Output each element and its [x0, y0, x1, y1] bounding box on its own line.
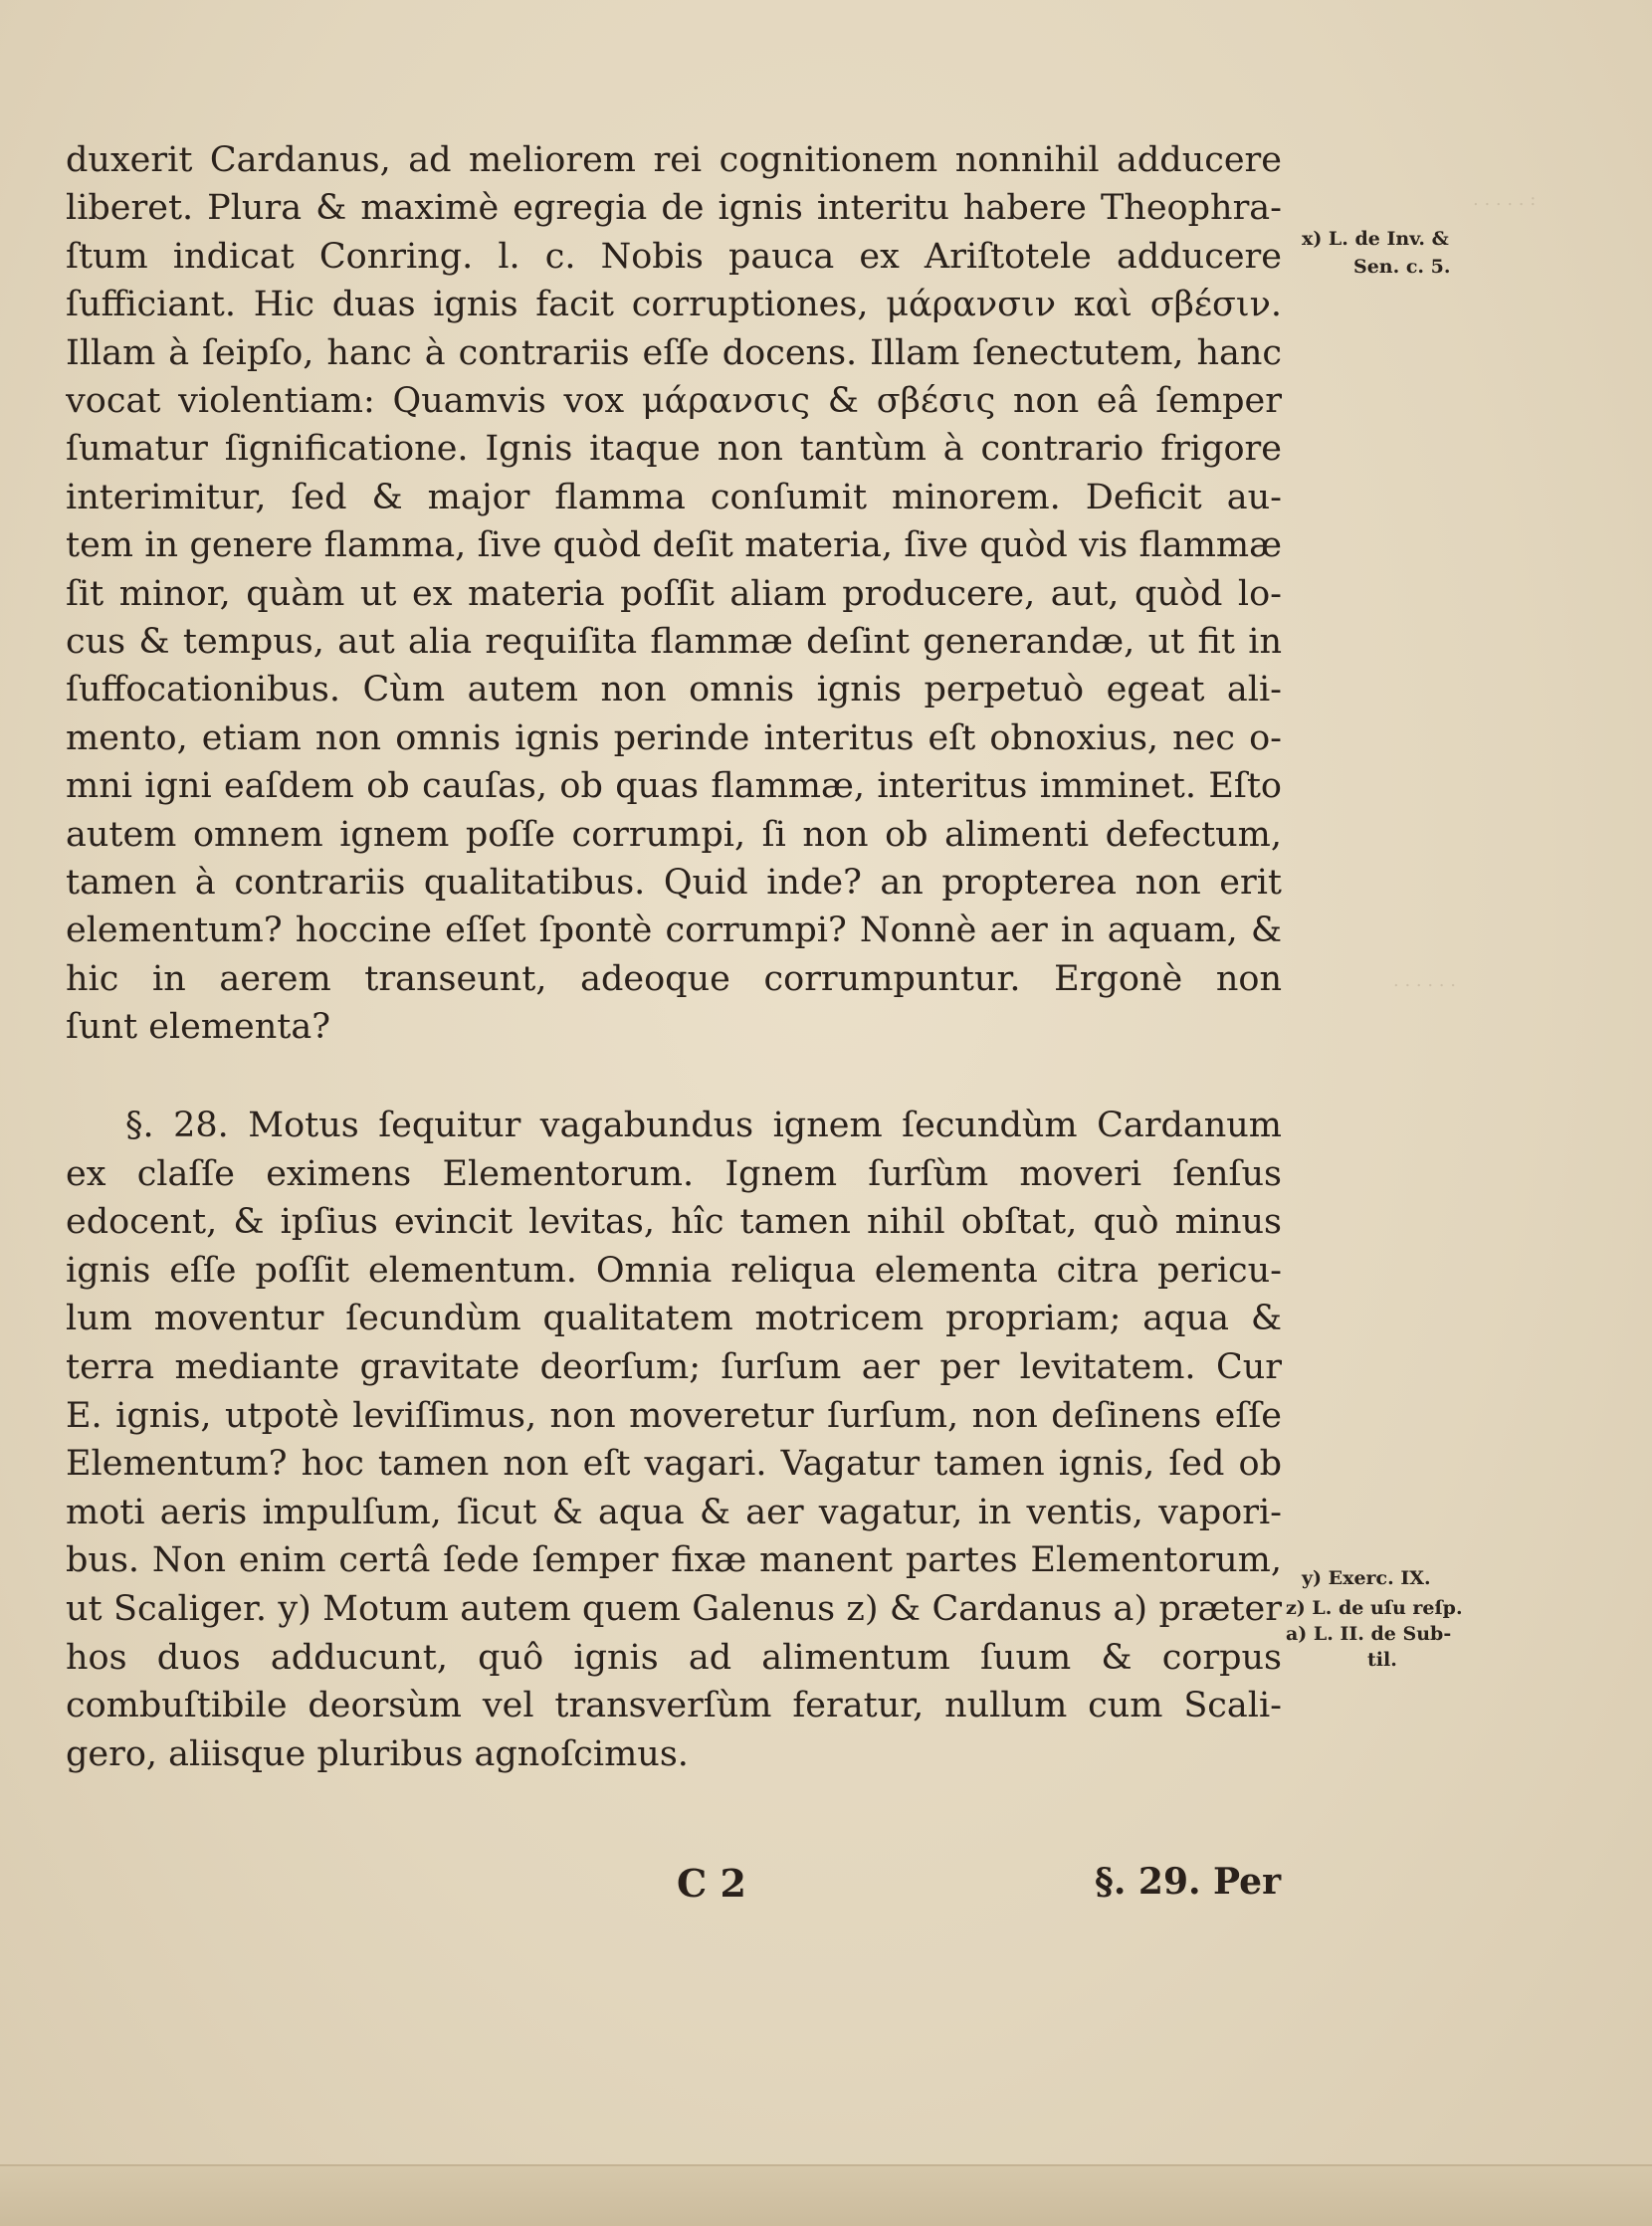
text-line: interimitur, ſed & major flamma conſumit minorem. Deficit au- [66, 477, 1282, 517]
text-line: hos duos adducunt, quô ignis ad alimentum ſuum & corpus [66, 1637, 1282, 1678]
text-line: ſumatur ſignificatione. Ignis itaque non tantùm à contrario frigore [66, 429, 1282, 470]
text-line: ſuffocationibus. Cùm autem non omnis ignis perpetuò egeat ali- [66, 670, 1282, 710]
bleed-through-mark: . . . . . . [1393, 970, 1456, 991]
text-line: moti aeris impulſum, ſicut & aqua & aer vagatur, in ventis, vapori- [66, 1492, 1282, 1532]
text-line: duxerit Cardanus, ad meliorem rei cognitionem nonnihil adducere [66, 140, 1282, 180]
text-line: edocent, & ipſius evincit levitas, hîc tamen nihil obſtat, quò minus [66, 1202, 1282, 1243]
text-line: ignis eſſe poſſit elementum. Omnia reliqua elementa citra pericu- [66, 1250, 1282, 1291]
page-bottom-edge [0, 2164, 1652, 2226]
catchword: §. 29. Per [1095, 1861, 1282, 1903]
margin-note-a-cont: til. [1367, 1649, 1397, 1671]
text-line: ut Scaliger. y) Motum autem quem Galenus z) & Cardanus a) præter [66, 1589, 1282, 1629]
text-line: E. ignis, utpotè leviſſimus, non moveretur ſurſum, non deſinens eſſe [66, 1395, 1282, 1436]
margin-note-a: a) L. II. de Sub- [1286, 1623, 1452, 1645]
bleed-through-mark: . . . . . : [1473, 189, 1537, 210]
text-line: hic in aerem transeunt, adeoque corrumpuntur. Ergonè non [66, 958, 1282, 999]
margin-note-x: x) L. de Inv. & [1302, 228, 1449, 250]
text-line: ſtum indicat Conring. l. c. Nobis pauca ex Ariſtotele adducere [66, 236, 1282, 277]
text-line: vocat violentiam: Quamvis vox μάρανσις & σβέσις non eâ ſemper [66, 381, 1282, 421]
text-line: ſit minor, quàm ut ex materia poſſit aliam producere, aut, quòd lo- [66, 573, 1282, 614]
text-line: mni igni eaſdem ob cauſas, ob quas flammæ, interitus imminet. Eſto [66, 766, 1282, 807]
text-line: bus. Non enim certâ ſede ſemper fixæ manent partes Elementorum, [66, 1540, 1282, 1581]
text-line: tem in genere flamma, ſive quòd deſit materia, ſive quòd vis flammæ [66, 525, 1282, 566]
text-line: lum moventur ſecundùm qualitatem motricem propriam; aqua & [66, 1299, 1282, 1339]
text-line: cus & tempus, aut alia requiſita flammæ deſint generandæ, ut fit in [66, 622, 1282, 662]
text-line: tamen à contrariis qualitatibus. Quid inde? an propterea non erit [66, 863, 1282, 903]
text-line: Illam à ſeipſo, hanc à contrariis eſſe docens. Illam ſenectutem, hanc [66, 332, 1282, 373]
text-line: ex claſſe eximens Elementorum. Ignem ſurſùm moveri ſenſus [66, 1153, 1282, 1194]
text-line: elementum? hoccine eſſet ſpontè corrumpi? Nonnè aer in aquam, & [66, 911, 1282, 951]
text-line: §. 28. Motus ſequitur vagabundus ignem ſecundùm Cardanum [125, 1106, 1282, 1145]
margin-note-z: z) L. de uſu reſp. [1286, 1597, 1463, 1619]
text-line: ſufficiant. Hic duas ignis facit corruptiones, μάρανσιν καὶ σβέσιν. [66, 285, 1282, 325]
text-line: combuſtibile deorsùm vel transverſùm feratur, nullum cum Scali- [66, 1686, 1282, 1726]
text-line: Elementum? hoc tamen non eſt vagari. Vagatur tamen ignis, ſed ob [66, 1444, 1282, 1485]
text-line: gero, aliisque pluribus agnoſcimus. [66, 1733, 689, 1774]
margin-note-y: y) Exerc. IX. [1302, 1567, 1431, 1589]
margin-note-x-cont: Sen. c. 5. [1353, 256, 1451, 278]
text-line: liberet. Plura & maximè egregia de ignis interitu habere Theophra- [66, 188, 1282, 229]
text-line: terra mediante gravitate deorſum; ſurſum aer per levitatem. Cur [66, 1347, 1282, 1387]
signature-mark: C 2 [677, 1861, 746, 1906]
text-line: ſunt elementa? [66, 1007, 330, 1048]
text-line: autem omnem ignem poſſe corrumpi, ſi non ob alimenti defectum, [66, 814, 1282, 855]
text-line: mento, etiam non omnis ignis perinde interitus eſt obnoxius, nec o- [66, 717, 1282, 758]
